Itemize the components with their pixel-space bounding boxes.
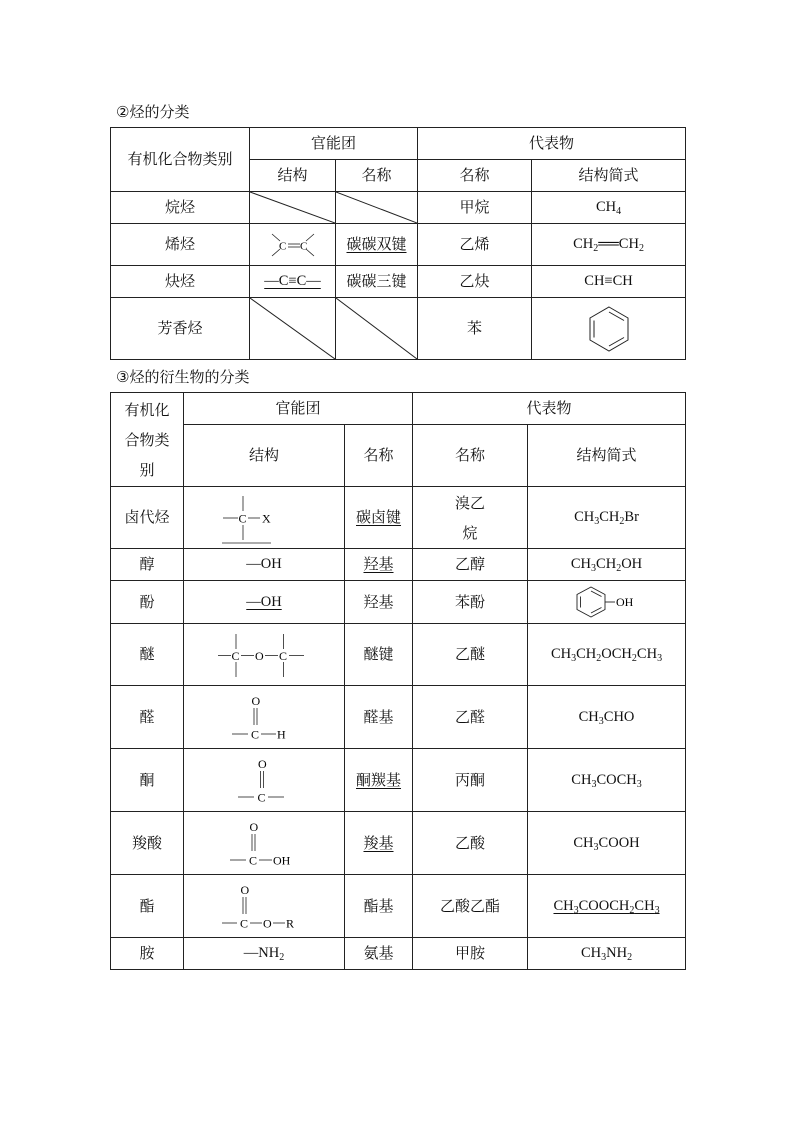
- rep-name-cell: 甲烷: [418, 192, 532, 224]
- table-row: [111, 938, 686, 970]
- category-cell: 炔烃: [111, 266, 250, 298]
- svg-text:C: C: [278, 240, 286, 252]
- oxygen-atom: O: [251, 694, 261, 708]
- hydroxyl-label: OH: [615, 595, 633, 609]
- header-name: 名称: [336, 160, 418, 192]
- rep-name-cell: 乙醛: [413, 686, 528, 749]
- header-category: 有机化合物类别: [111, 393, 184, 487]
- formula-cell: $CH_4$: [532, 192, 686, 224]
- section3-heading: ③烃的衍生物的分类: [116, 368, 250, 386]
- phenol-structure: —OH: [184, 581, 345, 624]
- rep-name-cell: 苯: [418, 298, 532, 360]
- rep-name-cell: 溴乙烷: [413, 487, 528, 549]
- table-row: [111, 686, 686, 749]
- ether-structure: [184, 624, 345, 686]
- header-representative: 代表物: [413, 393, 686, 425]
- alkene-structure: [250, 224, 336, 266]
- category-cell: 烷烃: [111, 192, 250, 224]
- header-rep-name: 名称: [418, 160, 532, 192]
- formula-cell: $CH_3NH_2$: [528, 938, 686, 970]
- category-cell: 醇: [111, 549, 184, 581]
- table-row: [111, 192, 686, 224]
- carboxyl-structure: [184, 812, 345, 875]
- header-simple-formula: 结构简式: [528, 425, 686, 487]
- category-cell: 胺: [111, 938, 184, 970]
- rep-name-cell: 乙烯: [418, 224, 532, 266]
- category-cell: 卤代烃: [111, 487, 184, 549]
- formula-cell: $CH_3COCH_3$: [528, 749, 686, 812]
- formula-cell: $CH_2══CH_2$: [532, 224, 686, 266]
- alkyne-structure: —C≡C—: [250, 266, 336, 298]
- header-category: 有机化合物类别: [111, 128, 250, 192]
- header-representative: 代表物: [418, 128, 686, 160]
- rep-name-cell: 乙酸乙酯: [413, 875, 528, 938]
- header-simple-formula: 结构简式: [532, 160, 686, 192]
- fg-name-cell: 酮羰基: [345, 749, 413, 812]
- oxygen-atom: O: [263, 916, 272, 931]
- empty-cell: [250, 298, 336, 360]
- alcohol-structure: —OH: [184, 549, 345, 581]
- r-group: R: [286, 916, 295, 931]
- header-functional-group: 官能团: [184, 393, 413, 425]
- header-structure: 结构: [184, 425, 345, 487]
- fg-name-cell: 酯基: [345, 875, 413, 938]
- table-row: [111, 749, 686, 812]
- rep-name-cell: 苯酚: [413, 581, 528, 624]
- carbon-atom: C: [279, 648, 288, 663]
- header-functional-group: 官能团: [250, 128, 418, 160]
- category-cell: 酮: [111, 749, 184, 812]
- formula-cell: $CH_3CH_2Br$: [528, 487, 686, 549]
- category-cell: 烯烃: [111, 224, 250, 266]
- formula-cell: CH≡CH: [532, 266, 686, 298]
- table-row: [111, 812, 686, 875]
- header-name: 名称: [345, 425, 413, 487]
- fg-name-cell: 碳碳三键: [336, 266, 418, 298]
- empty-cell: [336, 298, 418, 360]
- ketone-structure: [184, 749, 345, 812]
- table-row: [111, 549, 686, 581]
- rep-name-cell: 乙酸: [413, 812, 528, 875]
- rep-name-cell: 乙醇: [413, 549, 528, 581]
- section2-heading: ②烃的分类: [116, 103, 190, 121]
- haloalkane-structure: [184, 487, 345, 549]
- fg-name-cell: 羟基: [345, 549, 413, 581]
- header-structure: 结构: [250, 160, 336, 192]
- rep-name-cell: 乙醚: [413, 624, 528, 686]
- carbon-atom: C: [231, 648, 240, 663]
- carbon-atom: C: [240, 916, 249, 931]
- category-cell: 醛: [111, 686, 184, 749]
- category-cell: 芳香烃: [111, 298, 250, 360]
- formula-cell: $CH_3CH_2OH$: [528, 549, 686, 581]
- rep-name-cell: 乙炔: [418, 266, 532, 298]
- formula-cell: $CH_3CH_2OCH_2CH_3$: [528, 624, 686, 686]
- formula-cell: $CH_3COOH$: [528, 812, 686, 875]
- amine-structure: $—NH_2$: [184, 938, 345, 970]
- header-rep-name: 名称: [413, 425, 528, 487]
- fg-name-cell: 醛基: [345, 686, 413, 749]
- table-row: [111, 298, 686, 360]
- fg-name-cell: 碳卤键: [345, 487, 413, 549]
- formula-cell: $CH_3CHO$: [528, 686, 686, 749]
- formula-cell: $CH_3COOCH_2CH_3$: [528, 875, 686, 938]
- table-row: [111, 581, 686, 624]
- halogen-atom: X: [262, 511, 271, 525]
- oxygen-atom: O: [258, 757, 267, 771]
- table-row: [111, 266, 686, 298]
- oxygen-atom: O: [255, 648, 264, 663]
- hydrocarbon-table: [110, 127, 686, 360]
- category-cell: 酚: [111, 581, 184, 624]
- fg-name-cell: 氨基: [345, 938, 413, 970]
- rep-name-cell: 丙酮: [413, 749, 528, 812]
- rep-name-cell: 甲胺: [413, 938, 528, 970]
- ester-structure: [184, 875, 345, 938]
- table-row: [111, 624, 686, 686]
- carbon-atom: C: [249, 853, 258, 868]
- hydroxyl-label: OH: [273, 853, 291, 868]
- category-cell: 酯: [111, 875, 184, 938]
- phenol-formula-icon: [528, 581, 686, 624]
- aldehyde-structure: [184, 686, 345, 749]
- carbon-atom: C: [251, 727, 260, 742]
- oxygen-atom: O: [240, 883, 250, 897]
- table-row: [111, 224, 686, 266]
- empty-cell: [250, 192, 336, 224]
- carbon-atom: C: [257, 790, 266, 805]
- hydrogen-atom: H: [277, 727, 286, 742]
- fg-name-cell: 碳碳双键: [336, 224, 418, 266]
- fg-name-cell: 羧基: [345, 812, 413, 875]
- category-cell: 羧酸: [111, 812, 184, 875]
- table-row: [111, 875, 686, 938]
- carbon-atom: C: [238, 511, 247, 525]
- category-cell: 醚: [111, 624, 184, 686]
- derivative-table: [110, 392, 686, 970]
- svg-text:C: C: [299, 240, 307, 252]
- fg-name-cell: 醚键: [345, 624, 413, 686]
- fg-name-cell: 羟基: [345, 581, 413, 624]
- benzene-ring-icon: [532, 298, 686, 360]
- oxygen-atom: O: [249, 820, 259, 834]
- table-row: [111, 487, 686, 549]
- empty-cell: [336, 192, 418, 224]
